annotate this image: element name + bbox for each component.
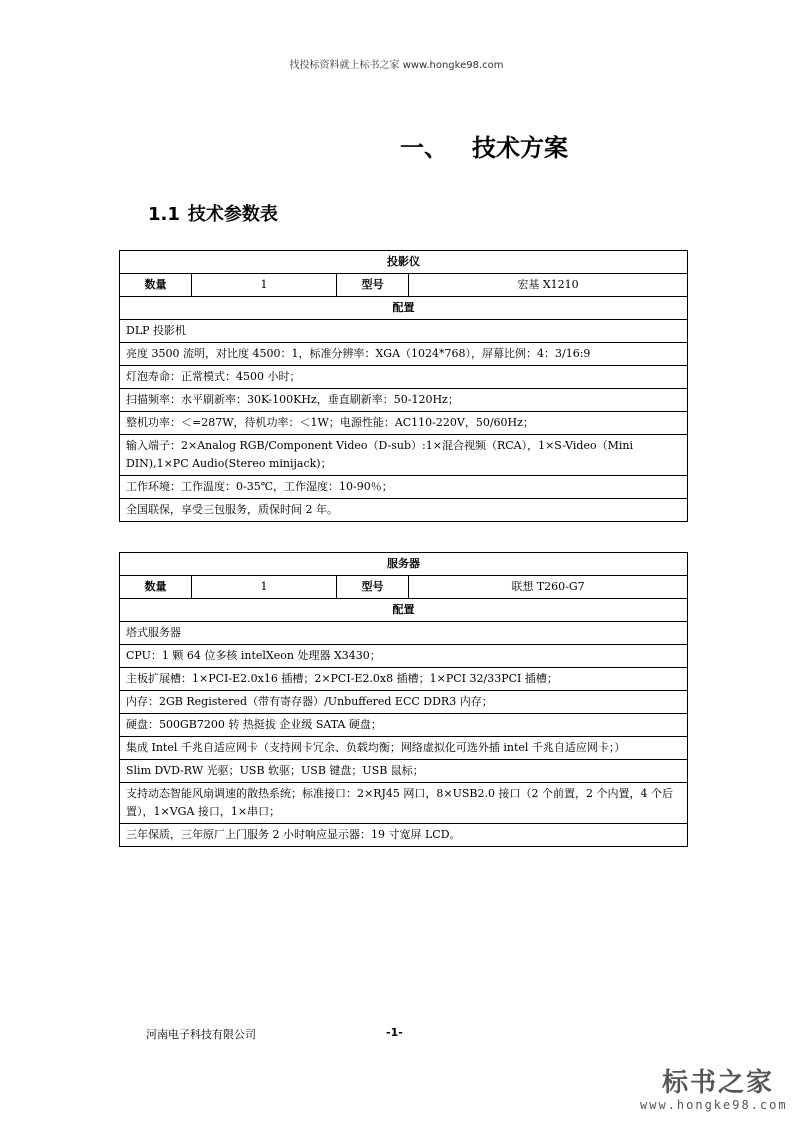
table-title: 服务器	[120, 553, 688, 576]
table-row: DLP 投影机	[120, 320, 688, 343]
footer-company: 河南电子科技有限公司	[146, 1028, 256, 1041]
section-number: 1.1	[148, 204, 180, 225]
watermark-logo: 标书之家	[662, 1068, 775, 1098]
quantity-label: 数量	[120, 576, 192, 599]
projector-spec-table	[119, 250, 688, 522]
table-row: 灯泡寿命：正常模式：4500 小时；	[120, 366, 688, 389]
table-row: 三年保质，三年原厂上门服务 2 小时响应显示器：19 寸宽屏 LCD。	[120, 824, 688, 847]
chapter-number: 一、	[400, 134, 448, 162]
table-row: 输入端子：2×Analog RGB/Component Video（D-sub）:1×混合视频（RCA），1×S-Video（Mini DIN),1×PC Audio(Stereo minijack)；	[120, 435, 688, 476]
header-note: 找投标资料就上标书之家 www.hongke98.com	[289, 60, 504, 71]
table-row: 扫描频率：水平刷新率：30K-100KHz，垂直刷新率：50-120Hz；	[120, 389, 688, 412]
model-value: 宏基 X1210	[409, 274, 688, 297]
table-row: 主板扩展槽：1×PCI-E2.0x16 插槽；2×PCI-E2.0x8 插槽；1×PCI 32/33PCI 插槽；	[120, 668, 688, 691]
page-number: -1-	[386, 1026, 403, 1039]
table-row: 亮度 3500 流明，对比度 4500：1，标准分辨率：XGA（1024*768），屏幕比例：4：3/16:9	[120, 343, 688, 366]
section-title-text: 技术参数表	[187, 204, 278, 225]
table-row: 内存：2GB Registered（带有寄存器）/Unbuffered ECC DDR3 内存；	[120, 691, 688, 714]
table-row: 整机功率：＜=287W，待机功率：＜1W；电源性能：AC110-220V，50/60Hz；	[120, 412, 688, 435]
model-label: 型号	[337, 274, 409, 297]
quantity-label: 数量	[120, 274, 192, 297]
table-row: 塔式服务器	[120, 622, 688, 645]
table-row: 支持动态智能风扇调速的散热系统；标准接口：2×RJ45 网口，8×USB2.0 接口（2 个前置，2 个内置，4 个后置），1×VGA 接口，1×串口；	[120, 783, 688, 824]
table-row: 集成 Intel 千兆自适应网卡（支持网卡冗余、负载均衡；网络虚拟化可选外插 intel 千兆自适应网卡；）	[120, 737, 688, 760]
quantity-value: 1	[192, 576, 337, 599]
config-label: 配置	[120, 297, 688, 320]
table-row: 硬盘：500GB7200 转 热挺拔 企业级 SATA 硬盘；	[120, 714, 688, 737]
watermark-url: www.hongke98.com	[640, 1098, 788, 1112]
table-title: 投影仪	[120, 251, 688, 274]
table-row: Slim DVD-RW 光驱；USB 软驱；USB 键盘；USB 鼠标；	[120, 760, 688, 783]
chapter-title	[400, 128, 568, 163]
table-row: CPU：1 颗 64 位多核 intelXeon 处理器 X3430；	[120, 645, 688, 668]
chapter-title-text: 技术方案	[472, 134, 568, 162]
table-row: 全国联保，享受三包服务，质保时间 2 年。	[120, 499, 688, 522]
model-label: 型号	[337, 576, 409, 599]
config-label: 配置	[120, 599, 688, 622]
server-spec-table	[119, 552, 688, 847]
section-title	[148, 200, 278, 226]
model-value: 联想 T260-G7	[409, 576, 688, 599]
table-row: 工作环境：工作温度：0-35℃，工作湿度：10-90％；	[120, 476, 688, 499]
quantity-value: 1	[192, 274, 337, 297]
